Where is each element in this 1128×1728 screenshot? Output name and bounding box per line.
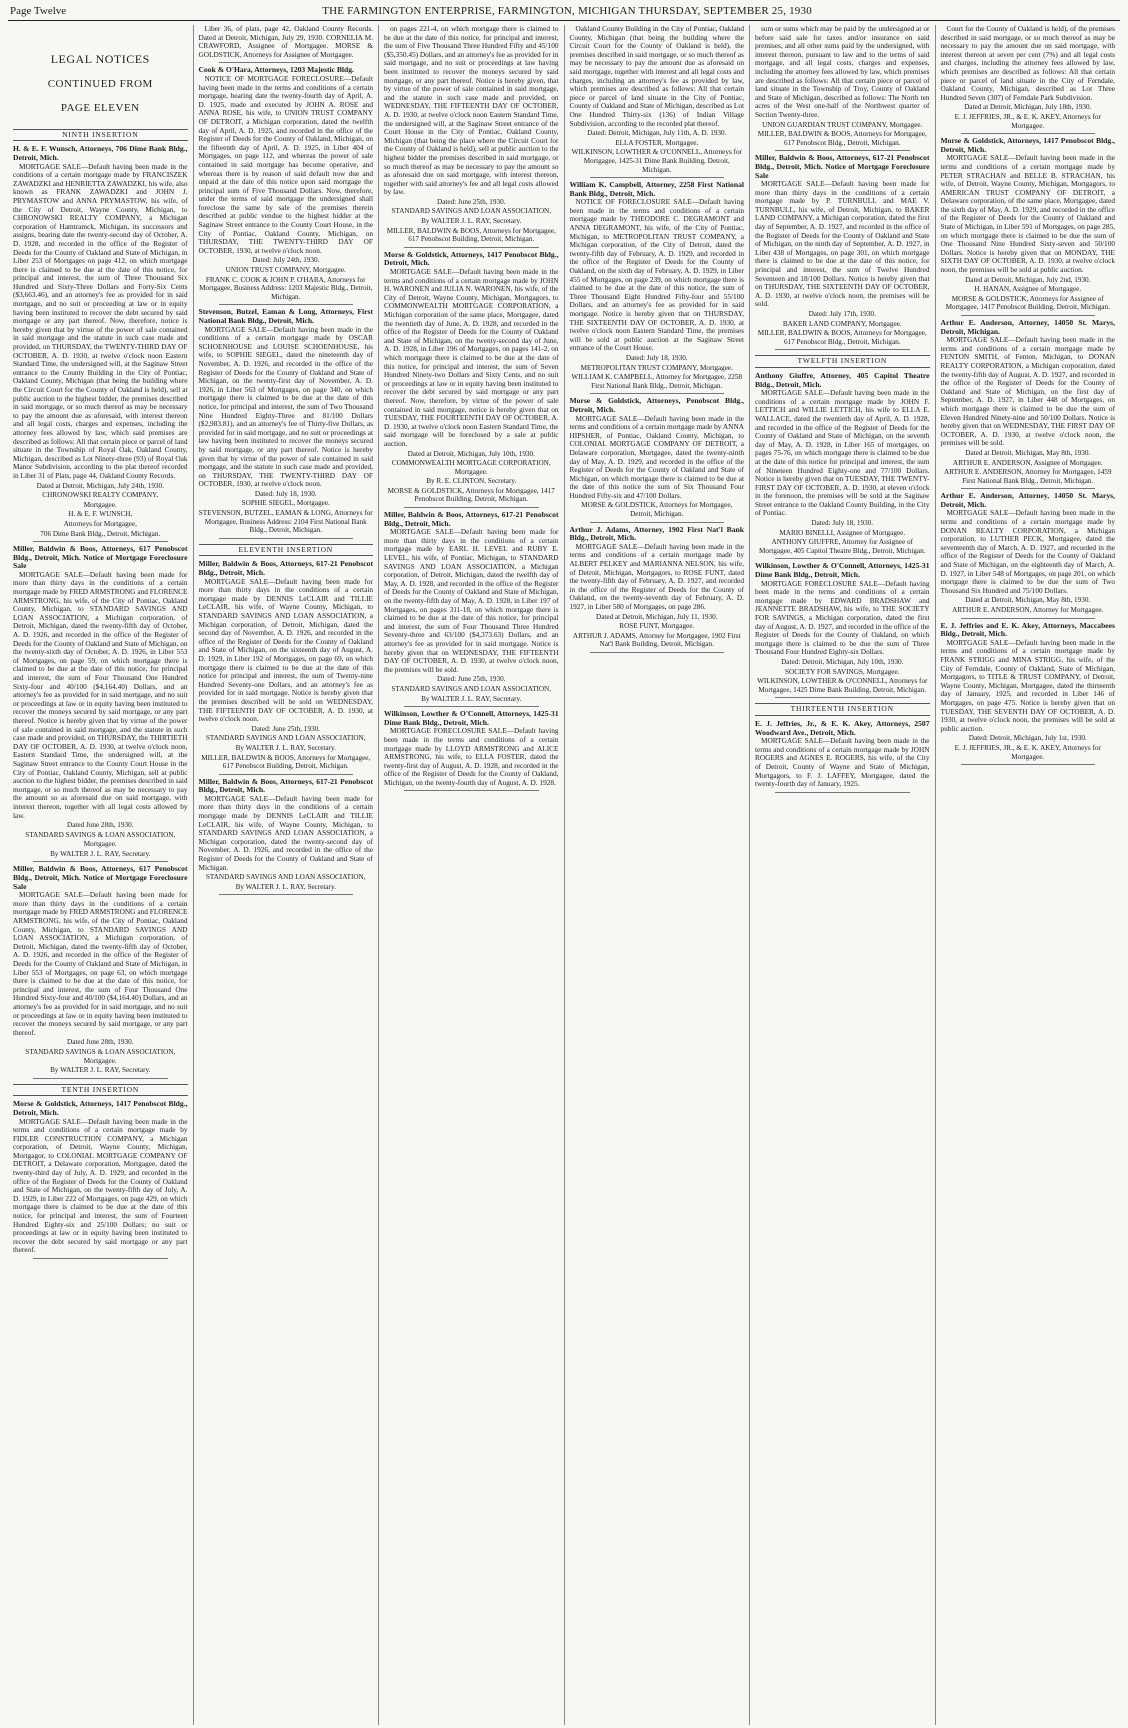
notice-signature-line: ARTHUR E. ANDERSON, Assignee of Mortgagee. bbox=[952, 458, 1103, 467]
legal-notice bbox=[941, 319, 1116, 485]
column-3 bbox=[379, 25, 565, 1725]
legal-notice bbox=[199, 25, 374, 59]
columns-container bbox=[8, 25, 1120, 1725]
notice-divider bbox=[219, 304, 354, 305]
notice-body: MORTGAGE SALE—Default having been made in the terms and conditions of a certain mortgage made by FENTON SMITH, of Fenton, Michigan, to DONAN REALTY CORPORATION, a Michigan corporation, dated the twenty-fifth day of August, A. D. 1927, and recorded in the office of the Register of Deeds for the County of Oakland and State of Michigan, on the first day of September, A. D. 1927, in Liber 448 of Mortgages, on which mortgage there is claimed to be due the sum of Eleven Hundred Ninety-nine and 50/100 Dollars. Notice is hereby given that on WEDNESDAY, THE FIRST DAY OF OCTOBER, A. D. 1930, at twelve o'clock noon, the premises will be sold. bbox=[940, 335, 1115, 448]
notice-divider bbox=[590, 177, 725, 178]
notice-body: MORTGAGE SALE—Default having been made for more than thirty days in the conditions of a certain mortgage made by DENNIS LeCLAIR and TILLIE LeCLAIR, his wife, of Wayne County, Michigan, to STANDARD SAVINGS AND LOAN ASSOCIATION, a Michigan corporation, of Detroit, Michigan, dated the second day of November, A. D. 1926, and recorded in the office of the Register of Deeds for the County of Oakland and State of Michigan, on the sixteenth day of August, A. D. 1929, in Liber 192 of Mortgages, on page 69, on which mortgage there is claimed to be due at the date of this notice for principal and interest, the sum of Twenty-nine Hundred Seventy-one Dollars, and an attorney's fee as provided for in said mortgage. Notice is hereby given that the premises described will be sold on WEDNESDAY, THE FIFTEENTH DAY OF OCTOBER, A. D. 1930, at twelve o'clock noon. bbox=[198, 576, 373, 724]
column-5 bbox=[750, 25, 936, 1725]
notice-signature-line: MARIO BINELLI, Assignee of Mortgagee. bbox=[779, 528, 906, 537]
notice-divider bbox=[33, 861, 168, 862]
notice-body: MORTGAGE SALE—Default having been made in the terms and conditions of a certain mortgage made by ALBERT PELKEY and MARIANNA NELSON, his wife, of Detroit, Michigan, Mortgagors, to ROSE FUNT, dated the twenty-fifth day of February, A. D. 1927, and recorded in the office of the Register of Deeds for the County of Oakland, on the twenty-seventh day of February, A. D. 1927, in Liber 580 of Mortgages, on page 286. bbox=[569, 541, 744, 611]
notice-heading: Miller, Baldwin & Boos, Attorneys, 617-21 Penobscot Bldg., Detroit, Mich. bbox=[384, 510, 559, 528]
notice-signature-line: WILKINSON, LOWTHER & O'CONNELL, Attorneys for Mortgagee, 1425 Dime Bank Building, Detroit, Michigan. bbox=[757, 677, 928, 694]
notice-signature-line: ELLA FOSTER, Mortgagee. bbox=[615, 138, 699, 147]
notice-heading: E. J. Jeffries and E. K. Akey, Attorneys, Maccabees Bldg., Detroit, Mich. bbox=[940, 620, 1115, 639]
notice-body: MORTGAGE SALE—Default having been made in the terms and conditions of a certain mortgage made by JOHN H. WARONEN and JULIA N. WARONEN, his wife, of the City of Detroit, Wayne County, Michigan, Mortgagors, to COMMONWEALTH MORTGAGE CORPORATION, a Michigan corporation of the same place, Mortgagee, dated the twentieth day of June, A. D. 1928, and recorded in the office of the Register of Deeds for the County of Oakland and State of Michigan, on the twenty-second day of June, A. D. 1928, in Liber 196 of Mortgages, on pages 141-2, on which mortgage there is claimed to be due at the date of this notice, for principal and interest, the sum of Seven Hundred Ninety-two Dollars and Sixty Cents, and no suit or proceedings at law or in equity having been instituted to recover the debt secured by said mortgage or any part thereof. Now, therefore, by virtue of the power of sale contained in said mortgage, notice is hereby given that on TUESDAY, THE FOURTEENTH DAY OF OCTOBER, A. D. 1930, at twelve o'clock noon Eastern Standard Time, the said mortgage will be foreclosed by a sale at public auction. bbox=[384, 267, 559, 448]
notice-signature-line: By WALTER J. L. RAY, Secretary. bbox=[421, 694, 522, 703]
notice-signature-line: BAKER LAND COMPANY, Mortgagee. bbox=[782, 319, 902, 328]
notice-heading: Morse & Goldstick, Attorneys, 1417 Penobscot Bldg., Detroit, Mich. bbox=[940, 136, 1115, 154]
notice-divider bbox=[33, 1078, 168, 1079]
notice-heading: H. & E. F. Wunsch, Attorneys, 706 Dime Bank Bldg., Detroit, Mich. bbox=[13, 144, 188, 162]
legal-notice bbox=[941, 137, 1116, 312]
legal-notices-header bbox=[13, 52, 188, 115]
notice-body: sum or sums which may be paid by the undersigned at or before said sale for taxes and/or insurance on said premises, and all other sums paid by the undersigned, with interest thereon, pursuant to law and to the terms of said mortgage, and all legal costs, charges and expenses, including the attorney fees allowed by law, which premises are described as follows: All that certain piece or parcel of land situate in the Township of Troy, County of Oakland and State of Michigan, described as follows: The North ten acres of the West one-half of the Northwest quarter of Section Twenty-three. bbox=[755, 25, 930, 119]
notice-body: MORTGAGE SALE—Default having been made in the conditions of a certain mortgage made by FRANCISZEK ZAWADZKI and HENRIETTA ZAWADZKI, his wife, also known as FRANK ZAWADZKI and JOHN J. PRYMASTOW and ANNA PRYMASTOW, his wife, of the City of Detroit, Wayne County, Michigan, to CHRONOWSKI REALTY COMPANY, a Michigan corporation of Hamtramck, Michigan, its successors and assigns, bearing date the twenty-second day of October, A. D. 1928, and recorded in the office of the Register of Deeds for the County of Oakland and State of Michigan, in Liber 253 of Mortgages on page 412, on which mortgage there is claimed to be due at the date of this notice, for principal and interest, the sum of Three Thousand Six Hundred and Sixty-Three Dollars and Forty-Six Cents ($3,663.46), and an attorney's fee as provided for in said mortgage, and no suit or proceeding at law or in equity having been instituted to recover the debt secured by said mortgage or any part thereof. Now, therefore, notice is hereby given that by virtue of the power of sale contained in said mortgage and the statute in such case made and provided, on THURSDAY, the TWENTY-THIRD DAY OF OCTOBER, A. D. 1930, at twelve o'clock noon Eastern Standard Time, the undersigned will, at the Saginaw Street entrance to the County Building in the City of Pontiac, Oakland County, Michigan (that being the building where the Circuit Court for the County of Oakland is held), sell at public auction to the highest bidder, the premises described in said mortgage, or so much thereof as may be necessary to pay the amount due as aforesaid, with interest thereon and all legal costs, charges and expenses, including the attorney fees allowed by law, which said premises are described as follows: All that certain piece or parcel of land situate in the Township of Royal Oak, Oakland County, Michigan, described as Lot Ninety-three (93) of Royal Oak Manor Subdivision, according to the plat thereof recorded in Liber 31 of Plats, page 44, Oakland County Records. bbox=[13, 161, 188, 480]
notice-signature-line: Dated: July 24th, 1930. bbox=[252, 256, 320, 265]
legal-notice bbox=[13, 865, 188, 1074]
notice-signature-line: UNION GUARDIAN TRUST COMPANY, Mortgagee. bbox=[762, 120, 923, 129]
notice-signature-line: By WALTER J. L. RAY, Secretary. bbox=[235, 743, 336, 752]
notice-signature-line: E. J. JEFFRIES, JR., & E. K. AKEY, Attorneys for Mortgagee. bbox=[954, 743, 1101, 761]
legal-notice bbox=[13, 1100, 188, 1255]
notice-body: Oakland County Building in the City of Pontiac, Oakland County, Michigan (that being the building where the Circuit Court for the County of Oakland is held), the premises described in said mortgage, or so much thereof as may be necessary to pay the amount due as aforesaid on said mortgage, together with interest and all legal costs and charges, including an attorney's fee as provided by law, which premises are described as follows: All that certain piece or parcel of land situate in the City of Pontiac, County of Oakland and State of Michigan, described as Lot One Hundred Thirty-six (136) of Indian Village Subdivision, according to the recorded plat thereof. bbox=[569, 25, 744, 128]
legal-notice bbox=[384, 251, 559, 504]
legal-notice bbox=[941, 492, 1116, 614]
notice-divider bbox=[775, 697, 910, 698]
notice-body: Court for the County of Oakland is held), of the premises described in said mortgage, or so much thereof as may be necessary to pay the amount due on said mortgage, with interest thereon at seven per cent (7%) and all legal costs and charges, including the attorney fees allowed by law, which premises are described as follows: All that certain piece or parcel of land situate in the City of Ferndale, Oakland County, Michigan, described as Lot Three Hundred Seven (307) of Ferndale Park Subdivision. bbox=[940, 25, 1115, 102]
notice-signature-line: Dated: July 18, 1930. bbox=[811, 519, 874, 528]
notice-body: MORTGAGE SALE—Default having been made in the terms and conditions of a certain mortgage made by DONAN REALTY CORPORATION, a Michigan corporation, to LUTHER PECK, Mortgagee, dated the seventeenth day of March, A. D. 1927, and recorded in the office of the Register of Deeds for the County of Oakland and State of Michigan, on the eighteenth day of March, A. D. 1927, in Liber 548 of Mortgages, on page 201, on which mortgage there is claimed to be due the sum of Two Thousand Six Hundred and 75/100 Dollars. bbox=[940, 508, 1115, 595]
column-1 bbox=[8, 25, 194, 1725]
legal-notice bbox=[570, 181, 745, 390]
notice-heading: Morse & Goldstick, Attorneys, 1417 Penobscot Bldg., Detroit, Mich. bbox=[384, 249, 559, 268]
notice-heading: Miller, Baldwin & Boos, Attorneys, 617-21 Penobscot Bldg., Detroit, Mich. Notice of Mortgage Foreclosure Sale bbox=[755, 153, 930, 180]
insertion-header: TWELFTH INSERTION bbox=[755, 355, 930, 368]
notice-divider bbox=[775, 349, 910, 350]
masthead bbox=[8, 4, 1120, 21]
legal-notice bbox=[755, 562, 930, 694]
notice-signature-line: MILLER, BALDWIN & BOOS, Attorneys for Mortgagee, 617 Penobscot Bldg., Detroit, Michigan. bbox=[757, 130, 927, 147]
legal-notices-title: LEGAL NOTICES bbox=[50, 52, 150, 66]
legal-notice bbox=[755, 154, 930, 346]
notice-signature-line: Dated: June 25th, 1930. bbox=[437, 197, 506, 206]
paper-title-line: THE FARMINGTON ENTERPRISE, FARMINGTON, MICHIGAN THURSDAY, SEPTEMBER 25, 1930 bbox=[322, 5, 812, 17]
notice-divider bbox=[219, 538, 354, 539]
legal-notice bbox=[941, 622, 1116, 762]
notice-signature-line: H. HANAN, Assignee of Mortgagee. bbox=[974, 285, 1082, 294]
legal-notice bbox=[384, 511, 559, 703]
legal-notice bbox=[13, 545, 188, 858]
notice-signature-line: 706 Dime Bank Bldg., Detroit, Michigan. bbox=[40, 529, 161, 538]
legal-notice bbox=[13, 145, 188, 538]
notice-signature-line: Dated June 28th, 1930. bbox=[67, 821, 134, 830]
notice-body: MORTGAGE SALE—Default having been made in the conditions of a certain mortgage made by OSCAR SCHOENHOUSE and LOUISE SCHOENHOUSE, his wife, to SOPHIE SIEGEL, dated the nineteenth day of November, A. D. 1926, and recorded in the office of the Register of Deeds for the County of Oakland and State of Michigan, on the twenty-first day of November, A. D. 1926, in Liber 563 of Mortgages, on page 340, on which mortgage there is claimed to be due at the date of this notice, for principal and interest, the sum of Two Thousand Nine Hundred Eighty-Three and 81/100 Dollars ($2,983.81), and an attorney's fee of Thirty-five Dollars, as provided for in said mortgage, and no suit or proceedings at law having been instituted to recover the moneys secured by said mortgage, or any part thereof. Notice is hereby given that by virtue of the power of sale contained in said mortgage, and the statute in such case made and provided, on THURSDAY, THE TWENTY-THIRD DAY OF OCTOBER, 1930, at twelve o'clock noon. bbox=[198, 324, 373, 489]
page-eleven-label: PAGE ELEVEN bbox=[60, 102, 140, 115]
notice-signature-line: By R. E. CLINTON, Secretary. bbox=[426, 477, 517, 486]
notice-signature-line: WILLIAM K. CAMPBELL, Attorney for Mortgagee, 2258 First National Bank Bldg., Detroit, Michigan. bbox=[571, 373, 743, 390]
notice-signature-line: STANDARD SAVINGS & LOAN ASSOCIATION, bbox=[25, 830, 176, 839]
notice-signature-line: Dated: Detroit, Michigan, July 1st, 1930. bbox=[968, 734, 1087, 743]
notice-heading: E. J. Jeffries, Jr., & E. K. Akey, Attorneys, 2507 Woodward Ave., Detroit, Mich. bbox=[755, 718, 930, 737]
notice-heading: Stevenson, Butzel, Eaman & Long, Attorneys, First National Bank Bldg., Detroit, Mich. bbox=[198, 307, 373, 325]
legal-notice bbox=[755, 25, 930, 147]
column-6 bbox=[936, 25, 1121, 1725]
notice-signature-line: METROPOLITAN TRUST COMPANY, Mortgagee. bbox=[580, 363, 733, 372]
notice-divider bbox=[219, 774, 354, 775]
insertion-header: ELEVENTH INSERTION bbox=[199, 544, 374, 557]
notice-divider bbox=[961, 488, 1096, 489]
notice-signature-line: Mortgagee. bbox=[83, 500, 117, 509]
notice-divider bbox=[590, 522, 725, 523]
notice-heading: Miller, Baldwin & Boos, Attorneys, 617 Penobscot Bldg., Detroit, Mich. Notice of Mortgage Foreclosure Sale bbox=[13, 864, 188, 891]
notice-signature-line: MORSE & GOLDSTICK, Attorneys for Assignee of Mortgagee, 1417 Penobscot Building, Detroit, Michigan. bbox=[945, 294, 1110, 312]
continued-from-label: CONTINUED FROM bbox=[47, 77, 153, 90]
notice-divider bbox=[33, 1258, 168, 1259]
notice-heading: Arthur E. Anderson, Attorney, 14050 St. Marys, Detroit, Michigan. bbox=[940, 318, 1115, 336]
notice-signature-line: E. J. JEFFRIES, JR., & E. K. AKEY, Attorneys for Mortgagee. bbox=[954, 112, 1101, 130]
notice-signature-line: By WALTER J. L. RAY, Secretary. bbox=[235, 882, 336, 891]
notice-body: MORTGAGE FORECLOSURE SALE—Default having been made in the terms and conditions of a certain mortgage made by LLOYD ARMSTRONG and ALICE ARMSTRONG, his wife, to ELLA FOSTER, dated the twenty-first day of August, A. D. 1928, and recorded in the office of the Register of Deeds for the County of Oakland, Michigan, on the twenty-fourth day of August, A. D. 1928. bbox=[384, 726, 559, 787]
notice-body: MORTGAGE SALE—Default having been made in the terms and conditions of a certain mortgage made by PETER STRACHAN and BELLE B. STRACHAN, his wife, of Detroit, Wayne County, Michigan, Mortgagors, to AMERICAN TRUST COMPANY OF DETROIT, a Delaware corporation, of the same place, Mortgagee, dated the sixth day of May, A. D. 1929, and recorded in the office of the Register of Deeds for the County of Oakland and State of Michigan, in Liber 591 of Mortgages, on page 285, on which mortgage there is claimed to be due the sum of One Thousand Nine Hundred Sixty-seven and 50/100 Dollars. Notice is hereby given that on MONDAY, THE SIXTH DAY OF OCTOBER, A. D. 1930, at twelve o'clock noon, the premises will be sold at public auction. bbox=[940, 153, 1115, 275]
notice-signature-line: Dated: July 18, 1930. bbox=[254, 489, 317, 498]
notice-signature-line: STEVENSON, BUTZEL, EAMAN & LONG, Attorneys for Mortgagee, Business Address: 2104 First National Bank Bldg., Detroit, Michigan. bbox=[198, 509, 373, 535]
notice-divider bbox=[590, 652, 725, 653]
notice-body: NOTICE OF MORTGAGE FORECLOSURE—Default having been made in the terms and conditions of a certain mortgage, bearing date the twenty-fourth day of April, A. D. 1925, made and executed by JOHN A. ROSE and ANNA ROSE, his wife, to UNION TRUST COMPANY OF DETROIT, a Michigan corporation, dated the twelfth day of April, A. D. 1925, and recorded in the office of the Register of Deeds for the County of Oakland, Michigan, on the fifteenth day of April, A. D. 1925, in Liber 404 of Mortgages, on page 112, and whereas the power of sale contained in said mortgage has become operative, and whereas there is by reason of said default now due and unpaid at the date of this notice upon said mortgage the principal sum of Five Thousand Dollars. Now, therefore, under the terms of said mortgage the undersigned shall foreclose the same by sale of the premises therein described at public vendue to the highest bidder at the Saginaw Street entrance to the County Court House, in the City of Pontiac, Oakland County, Michigan, on THURSDAY, THE TWENTY-THIRD DAY OF OCTOBER, 1930, at twelve o'clock noon. bbox=[198, 73, 373, 255]
notice-signature-line: Dated at Detroit, Michigan, July 24th, 1930. bbox=[36, 481, 164, 490]
notice-heading: Morse & Goldstick, Attorneys, Penobscot Bldg., Detroit, Mich. bbox=[569, 396, 744, 414]
notice-heading: Cook & O'Hara, Attorneys, 1203 Majestic Bldg. bbox=[198, 65, 354, 75]
notice-body: MORTGAGE SALE—Default having been made for more than thirty days in the conditions of a certain mortgage made by EARL H. LEVEL and RUBY E. LEVEL, his wife, of Pontiac, Michigan, to STANDARD SAVINGS AND LOAN ASSOCIATION, a Michigan corporation, of Detroit, Michigan, dated the twelfth day of May, A. D. 1928, and recorded in the office of the Register of Deeds for the County of Oakland and State of Michigan, on the twenty-fifth day of May, A. D. 1928, in Liber 197 of Mortgages, on pages 311-18, on which mortgage there is claimed to be due at the date of this notice, for principal and interest, the sum of Four Thousand Three Hundred Seventy-three and 63/100 ($4,373.63) Dollars, and an attorney's fee as provided for in said mortgage. Notice is hereby given that on WEDNESDAY, THE FIFTEENTH DAY OF OCTOBER, A. D. 1930, at twelve o'clock noon, the premises will be sold. bbox=[384, 527, 559, 674]
notice-heading: Miller, Baldwin & Boos, Attorneys, 617 Penobscot Bldg., Detroit, Mich. Notice of Mortgage Foreclosure Sale bbox=[13, 544, 188, 571]
notice-signature-line: Dated at Detroit, Michigan, May 8th, 1930. bbox=[965, 596, 1091, 605]
notice-signature-line: Dated June 28th, 1930. bbox=[67, 1038, 134, 1047]
notice-divider bbox=[961, 618, 1096, 619]
notice-divider bbox=[219, 62, 354, 63]
notice-signature-line: STANDARD SAVINGS AND LOAN ASSOCIATION, bbox=[205, 734, 366, 743]
insertion-header: NINTH INSERTION bbox=[13, 129, 188, 142]
notice-signature-line: Dated: July 18, 1930. bbox=[625, 353, 688, 362]
notice-body: MORTGAGE SALE—Default having been made in the terms and conditions of a certain mortgage made by FRANK STRIGG and MINA STRIGG, his wife, of the City of Ferndale, County of Oakland, State of Michigan, Mortgagors, to TITLE & TRUST COMPANY, of Detroit, Wayne County, Michigan, Mortgagee, dated the thirteenth day of January, 1925, and recorded in Liber 146 of Mortgages, on page 475. Notice is hereby given that on TUESDAY, THE SEVENTH DAY OF OCTOBER, A. D. 1930, at twelve o'clock noon, the premises will be sold at public auction. bbox=[940, 637, 1115, 733]
page-label: Page Twelve bbox=[10, 5, 67, 17]
legal-notice bbox=[199, 66, 374, 301]
notice-signature-line: MILLER, BALDWIN & BOOS, Attorneys for Mortgagee, 617 Penobscot Bldg., Detroit, Michigan. bbox=[757, 329, 927, 346]
notice-signature-line: STANDARD SAVINGS AND LOAN ASSOCIATION, bbox=[205, 873, 366, 882]
notice-heading: Arthur J. Adams, Attorney, 1902 First Nat'l Bank Bldg., Detroit, Mich. bbox=[569, 524, 744, 543]
notice-divider bbox=[961, 133, 1096, 134]
notice-signature-line: Dated: June 25th, 1930. bbox=[251, 724, 320, 733]
notice-heading: Anthony Giuffre, Attorney, 405 Capitol Theatre Bldg., Detroit, Mich. bbox=[755, 370, 930, 389]
legal-notice bbox=[941, 25, 1116, 130]
notice-divider bbox=[775, 792, 910, 793]
notice-divider bbox=[961, 764, 1096, 765]
legal-notice bbox=[570, 397, 745, 518]
notice-divider bbox=[775, 150, 910, 151]
notice-signature-line: COMMONWEALTH MORTGAGE CORPORATION, Mortgagee. bbox=[391, 459, 551, 476]
legal-notice bbox=[570, 25, 745, 174]
notice-body: NOTICE OF FORECLOSURE SALE—Default having been made in the terms and conditions of a certain mortgage made by THEODORE C. DEGRAMONT and ANNA DEGRAMONT, his wife, of the City of Pontiac, Michigan, to METROPOLITAN TRUST COMPANY, a Michigan corporation, of the City of Detroit, dated the twenty-fifth day of February, A. D. 1929, and recorded in the office of the Register of Deeds for the County of Oakland, on the sixth day of February, A. D. 1929, in Liber 455 of Mortgages, on page 239, on which mortgage there is claimed to be due at the date of this notice, the sum of Three Thousand Eight Hundred Fifty-four and 55/100 Dollars, and an attorney's fee as provided for in said mortgage. Notice is hereby given that on THURSDAY, THE SIXTEENTH DAY OF OCTOBER, A. D. 1930, at twelve o'clock noon Eastern Standard Time, the premises will be sold at public auction at the Saginaw Street entrance of the Court House. bbox=[569, 197, 744, 353]
notice-signature-line: ANTHONY GIUFFRE, Attorney for Assignee of Mortgagee, 405 Capitol Theatre Bldg., Detroit, Michigan. bbox=[758, 538, 926, 555]
notice-body: MORTGAGE SALE—Default having been made for more than thirty days in the conditions of a certain mortgage made by P. TURNBULL and MAE V. TURNBULL, his wife, of Detroit, Michigan, to BAKER LAND COMPANY, a Michigan corporation, dated the first day of September, A. D. 1927, and recorded in the office of the Register of Deeds for the County of Oakland and State of Michigan, on the ninth day of September, A. D. 1927, in Liber 438 of Mortgages, on page 301, on which mortgage there is claimed to be due at the date of this notice, for principal and interest, the sum of Twelve Hundred Seventeen and 18/100 Dollars. Notice is hereby given that on THURSDAY, THE SIXTEENTH DAY OF OCTOBER, A. D. 1930, at twelve o'clock noon, the premises will be sold. bbox=[755, 179, 930, 309]
notice-divider bbox=[219, 894, 354, 895]
notice-signature-line: Dated: Detroit, Michigan, July 11th, A. D. 1930. bbox=[587, 129, 727, 138]
notice-signature-line: MILLER, BALDWIN & BOOS, Attorneys for Mortgagee, 617 Penobscot Building, Detroit, Michigan. bbox=[201, 753, 371, 771]
column-4 bbox=[565, 25, 751, 1725]
notice-signature-line: SOPHIE SIEGEL, Mortgagee. bbox=[241, 499, 330, 508]
notice-signature-line: MORSE & GOLDSTICK, Attorneys for Mortgagee, Detroit, Michigan. bbox=[581, 501, 733, 519]
notice-body: MORTGAGE SALE—Default having been made for more than thirty days in the conditions of a certain mortgage made by FRED ARMSTRONG and FLORENCE ARMSTRONG, his wife, of the City of Pontiac, Oakland County, Michigan, to STANDARD SAVINGS AND LOAN ASSOCIATION, a Michigan corporation, of Detroit, Michigan, dated the twenty-fifth day of October, A. D. 1926, and recorded in the office of the Register of Deeds for the County of Oakland and State of Michigan, in Liber 553 of Mortgages, on page 63, on which mortgage there is claimed to be due at the date of this notice, for principal and interest, the sum of Four Thousand One Hundred Sixty-four and 40/100 ($4,164.40) Dollars, and an attorney's fee as provided for in said mortgage, and no suit or proceedings at law or in equity having been instituted to recover the moneys secured by said mortgage, or any part thereof. bbox=[13, 890, 188, 1037]
notice-heading: Wilkinson, Lowther & O'Connell, Attorneys, 1425-31 Dime Bank Bldg., Detroit, Mich. bbox=[755, 561, 930, 580]
notice-heading: Miller, Baldwin & Boos, Attorneys, 617-21 Penobscot Bldg., Detroit, Mich. bbox=[198, 559, 373, 578]
notice-divider bbox=[404, 706, 539, 707]
legal-notice bbox=[199, 560, 374, 770]
notice-signature-line: ROSE FUNT, Mortgagee. bbox=[619, 622, 695, 631]
notice-divider bbox=[33, 541, 168, 542]
notice-signature-line: STANDARD SAVINGS AND LOAN ASSOCIATION, bbox=[391, 207, 552, 216]
notice-body: MORTGAGE FORECLOSURE SALE—Default having been made in the terms and conditions of a certain mortgage made by EDWARD BRADSHAW and JEANNETTE BRADSHAW, his wife, to THE SOCIETY FOR SAVINGS, a Michigan corporation, dated the first day of August, A. D. 1927, and recorded in the office of the Register of Deeds for the County of Oakland, on which mortgage there is claimed to be due the sum of Three Thousand Four Hundred Eighty-six Dollars. bbox=[755, 578, 930, 657]
notice-body: MORTGAGE SALE—Default having been made in the terms and conditions of a certain mortgage made by ANNA HIPSHER, of Pontiac, Oakland County, Michigan, to COLONIAL MORTGAGE COMPANY OF DETROIT, a Delaware corporation, Mortgagee, dated the twenty-ninth day of May, A. D. 1929, and recorded in the office of the Register of Deeds for the County of Oakland and State of Michigan, on which mortgage there is claimed to be due at the date of this notice the sum of Six Thousand Four Hundred Fifty-six and 47/100 Dollars. bbox=[569, 413, 744, 500]
insertion-header: TENTH INSERTION bbox=[13, 1084, 188, 1097]
notice-signature-line: SOCIETY FOR SAVINGS, Mortgagee. bbox=[785, 667, 900, 676]
notice-body: Liber 36, of plats, page 42, Oakland County Records. Dated at Detroit, Michigan, July 29, 1930. CORNELIA M. CRAWFORD, Assignee of Mortgagee. MORSE & GOLDSTICK, Attorneys for Assignee of Mortgagee. bbox=[198, 25, 373, 59]
notice-signature-line: ARTHUR E. ANDERSON, Attorney for Mortgagee, 1459 First National Bank Bldg., Detroit, Michigan. bbox=[944, 468, 1112, 485]
notice-signature-line: UNION TRUST COMPANY, Mortgagee. bbox=[225, 266, 346, 275]
notice-heading: Morse & Goldstick, Attorneys, 1417 Penobscot Bldg., Detroit, Mich. bbox=[13, 1099, 188, 1117]
notice-signature-line: MORSE & GOLDSTICK, Attorneys for Mortgagee, 1417 Penobscot Building, Detroit, Michigan. bbox=[387, 486, 555, 504]
notice-signature-line: By WALTER J. L. RAY, Secretary. bbox=[421, 217, 522, 226]
notice-heading: Miller, Baldwin & Boos, Attorneys, 617-21 Penobscot Bldg., Detroit, Mich. bbox=[198, 776, 373, 795]
notice-signature-line: WILKINSON, LOWTHER & O'CONNELL, Attorneys for Mortgagee, 1425-31 Dime Bank Building, Detroit, Michigan. bbox=[571, 148, 742, 174]
notice-divider bbox=[404, 507, 539, 508]
notice-signature-line: Dated at Detroit, Michigan, July 11, 1930. bbox=[596, 612, 718, 621]
legal-notice bbox=[199, 778, 374, 892]
notice-divider bbox=[404, 790, 539, 791]
notice-signature-line: By WALTER J. L. RAY, Secretary. bbox=[50, 1066, 151, 1075]
notice-body: MORTGAGE SALE—Default having been made in the conditions of a certain mortgage made by JOHN F. LETTICH and WILLIE LETTICH, his wife to ELLA E. WALLACE, dated the twentieth day of April, A. D. 1928, and recorded in the office of the Register of Deeds for the County of Oakland and State of Michigan, on the seventh day of May, A. D. 1928, in Liber 165 of mortgages, on pages 75-76, on which mortgage there is claimed to be due at the date of this notice for principal and interest, the sum of Nineteen Hundred Eighty-one and 77/100 Dollars. Notice is hereby given that on TUESDAY, THE TWENTY-FIRST DAY OF OCTOBER, A. D. 1930, at eleven o'clock in the forenoon, the premises will be sold at the Saginaw Street entrance to the Oakland County Building, in the City of Pontiac. bbox=[755, 388, 930, 518]
notice-heading: William K. Campbell, Attorney, 2258 First National Bank Bldg., Detroit, Mich. bbox=[569, 180, 744, 198]
notice-signature-line: Dated at Detroit, Michigan, July 18th, 1930. bbox=[964, 103, 1092, 112]
notice-heading: Arthur E. Anderson, Attorney, 14050 St. Marys, Detroit, Mich. bbox=[940, 491, 1115, 509]
notice-divider bbox=[590, 393, 725, 394]
notice-signature-line: By WALTER J. L. RAY, Secretary. bbox=[50, 849, 151, 858]
legal-notice bbox=[755, 372, 930, 555]
legal-notice bbox=[384, 710, 559, 787]
notice-heading: Wilkinson, Lowther & O'Connell, Attorneys, 1425-31 Dime Bank Bldg., Detroit, Mich. bbox=[384, 709, 559, 727]
legal-notice bbox=[570, 526, 745, 649]
legal-notice bbox=[755, 720, 930, 789]
legal-notice bbox=[199, 308, 374, 534]
notice-signature-line: Dated: June 25th, 1930. bbox=[437, 675, 506, 684]
notice-body: on pages 221-4, on which mortgage there is claimed to be due at the date of this notice, for principal and interest, the sum of Five Thousand Three Hundred Fifty and 45/100 ($5,350.45) Dollars, and an attorney's fee as provided for in said mortgage, and no suit or proceedings at law having been instituted to recover the moneys secured by said mortgage, or any part thereof. Notice is hereby given, that by virtue of the power of sale contained in said mortgage, and the statute in such case made and provided, on WEDNESDAY, THE FIFTEENTH DAY OF OCTOBER, A. D. 1930, at twelve o'clock noon Eastern Standard Time, the undersigned will, at the Saginaw Street entrance of the Court House in the City of Pontiac, Oakland County, Michigan (that being the place where the Circuit Court for the County of Oakland is held), sell at public auction to the highest bidder the premises described in said mortgage, or so much thereof as may be necessary to pay the amount so as aforesaid due on said mortgage, with interest thereon, together with said attorney's fee and all legal costs allowed by law. bbox=[384, 25, 559, 197]
notice-signature-line: ARTHUR J. ADAMS, Attorney for Mortgagee, 1902 First Nat'l Bank Building, Detroit, Michigan. bbox=[572, 631, 741, 649]
notice-signature-line: Dated at Detroit, Michigan, July 2nd, 1930. bbox=[965, 275, 1091, 284]
notice-divider bbox=[775, 558, 910, 559]
legal-notice bbox=[384, 25, 559, 244]
notice-divider bbox=[961, 315, 1096, 316]
notice-signature-line: Attorneys for Mortgagee, bbox=[63, 519, 137, 528]
notice-body: MORTGAGE SALE—Default having been made in the terms and conditions of a certain mortgage made by FIDLER CONSTRUCTION COMPANY, a Michigan corporation, of Detroit, Wayne County, Michigan, Mortgagor, to COLONIAL MORTGAGE COMPANY OF DETROIT, a Delaware corporation, Mortgagee, dated the twenty-third day of July, A. D. 1929, and recorded in the office of the Register of Deeds for the County of Oakland and State of Michigan, on the twenty-fifth day of July, A. D. 1929, in Liber 222 of Mortgages, on page 429, on which mortgage there is claimed to be due at the date of this notice, for principal and interest, the sum of Fourteen Hundred Eighty-six and 25/100 Dollars; no suit or proceedings at law or in equity having been instituted to recover the debt secured by said mortgage or any part thereof. bbox=[13, 1116, 188, 1255]
notice-signature-line: CHRONOWSKI REALTY COMPANY, bbox=[42, 491, 159, 500]
insertion-header: THIRTEENTH INSERTION bbox=[755, 703, 930, 716]
notice-body: MORTGAGE SALE—Default having been made for more than thirty days in the conditions of a certain mortgage made by FRED ARMSTRONG and FLORENCE ARMSTRONG, his wife, of the City of Pontiac, Oakland County, Michigan, to STANDARD SAVINGS AND LOAN ASSOCIATION, a Michigan corporation, of Detroit, Michigan, dated the twenty-fifth day of October, A. D. 1926, and recorded in the office of the Register of Deeds for the County of Oakland and State of Michigan, on the twenty-sixth day of October, A. D. 1926, in Liber 553 of Mortgages, on page 59, on which mortgage there is claimed to be due at the date of this notice, for principal and interest, the sum of Four Thousand One Hundred Sixty-four and 40/100 ($4,164.40) Dollars, and an attorney's fee as provided for in said mortgage, and no suit or proceedings at law or in equity having been instituted to recover the moneys secured by said mortgage, or any part thereof. Notice is hereby given that by virtue of the power of sale contained in said mortgage, and the statute in such case made and provided, on THURSDAY, the THIRTIETH DAY OF OCTOBER, A. D. 1930, at twelve o'clock noon, Eastern Standard Time, the undersigned will, at the Saginaw Street entrance to the County Court House in the City of Pontiac, Oakland County, Michigan, sell at public auction to the highest bidder, the premises described in said mortgage, or so much thereof as may be necessary to pay the amount so as aforesaid due on said mortgage, with interest thereon, together with all legal costs allowed by law. bbox=[13, 569, 188, 820]
notice-body: MORTGAGE SALE—Default having been made in the terms and conditions of a certain mortgage made by JOHN ROGERS and AGNES E. ROGERS, his wife, of the City of Detroit, County of Wayne and State of Michigan, Mortgagors, to F. J. LAFFEY, Mortgagee, dated the twenty-fourth day of January, 1925. bbox=[755, 736, 930, 789]
notice-signature-line: Dated at Detroit, Michigan, May 8th, 1930. bbox=[965, 448, 1091, 457]
notice-signature-line: Dated at Detroit, Michigan, July 10th, 1930. bbox=[407, 449, 535, 458]
notice-signature-line: STANDARD SAVINGS AND LOAN ASSOCIATION, bbox=[391, 684, 552, 693]
notice-signature-line: STANDARD SAVINGS & LOAN ASSOCIATION, Mortgagee. bbox=[25, 1047, 176, 1065]
notice-signature-line: ARTHUR E. ANDERSON, Attorney for Mortgagee. bbox=[952, 606, 1104, 614]
notice-signature-line: MILLER, BALDWIN & BOOS, Attorneys for Mortgagee, 617 Penobscot Building, Detroit, Michigan. bbox=[386, 226, 556, 244]
notice-divider bbox=[404, 247, 539, 248]
notice-signature-line: Dated: July 17th, 1930. bbox=[808, 310, 876, 318]
notice-signature-line: Dated: Detroit, Michigan, July 10th, 1930. bbox=[781, 657, 904, 666]
notice-signature-line: Mortgagee. bbox=[83, 840, 117, 849]
notice-signature-line: H. & E. F. WUNSCH, bbox=[68, 510, 133, 519]
notice-signature-line: FRANK C. COOK & JOHN P. O'HARA, Attorneys for Mortgagee, Business Address: 1203 Majestic Bldg., Detroit, Michigan. bbox=[199, 275, 373, 301]
column-2 bbox=[194, 25, 380, 1725]
notice-body: MORTGAGE SALE—Default having been made for more than thirty days in the conditions of a certain mortgage made by DENNIS LeCLAIR and TILLIE LeCLAIR, his wife, of Wayne County, Michigan, to STANDARD SAVINGS AND LOAN ASSOCIATION, a Michigan corporation, dated the twenty-second day of November, A. D. 1926, and recorded in the office of the Register of Deeds for the County of Oakland and State of Michigan. bbox=[198, 793, 373, 872]
